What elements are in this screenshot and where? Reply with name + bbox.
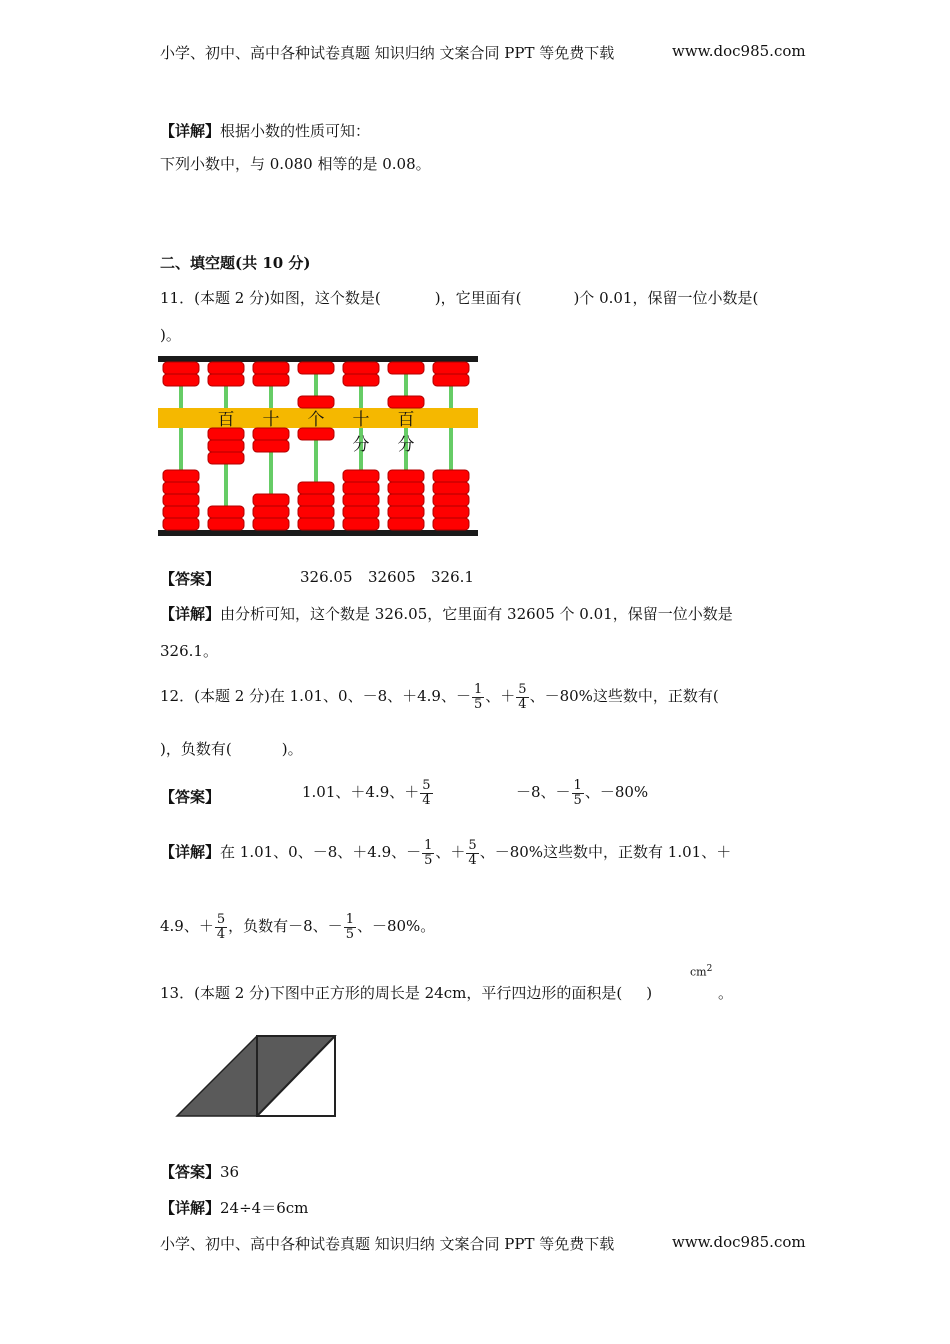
q12-answer-negative — [516, 770, 648, 814]
q12-stem-c: 、－80%这些数中，正数有( — [529, 687, 719, 705]
q12-stem-line2-a: )，负数有( — [160, 740, 232, 758]
detail-text-d: 4.9、＋ — [160, 917, 214, 935]
abacus-lower-bead — [163, 482, 199, 494]
frac-num: 1 — [424, 837, 433, 853]
frac-num: 5 — [422, 777, 431, 793]
abacus-lower-bead — [433, 482, 469, 494]
abacus-top-frame — [158, 356, 478, 362]
abacus-lower-bead — [343, 470, 379, 482]
abacus-lower-bead — [343, 482, 379, 494]
q11-answer-3: 326.1 — [431, 568, 474, 586]
q11-stem-b: )，它里面有( — [434, 289, 522, 307]
q13-stem — [160, 982, 652, 1003]
detail-text: 24÷4＝6cm — [220, 1199, 309, 1217]
abacus-upper-bead — [208, 374, 244, 386]
abacus-lower-bead — [388, 518, 424, 530]
abacus-lower-bead — [163, 506, 199, 518]
q12-detail — [160, 830, 731, 874]
abacus-upper-bead — [253, 374, 289, 386]
abacus-lower-bead — [253, 506, 289, 518]
fraction-five-fourths — [516, 683, 528, 711]
frac-den: 4 — [518, 696, 527, 712]
q13-unit — [690, 964, 712, 979]
q10-detail-line2: 下列小数中，与 0.080 相等的是 0.08。 — [160, 155, 431, 173]
detail-label: 【详解】 — [160, 122, 221, 140]
fraction-one-fifth — [422, 839, 434, 867]
fraction-one-fifth — [344, 913, 356, 941]
abacus-lower-bead — [433, 494, 469, 506]
answer-label: 【答案】 — [160, 788, 221, 806]
frac-den: 4 — [216, 926, 226, 942]
detail-text-a: 在 1.01、0、－8、＋4.9、－ — [220, 843, 422, 861]
abacus-lower-bead — [388, 482, 424, 494]
abacus-upper-bead — [298, 362, 334, 374]
footer-text: 小学、初中、高中各种试卷真题 知识归纳 文案合同 PPT 等免费下载 — [160, 1235, 615, 1253]
abacus-upper-bead — [388, 396, 424, 408]
q12-answer-label — [160, 786, 220, 807]
fraction-five-fourths — [420, 779, 432, 807]
detail-text-c: 、－80%这些数中，正数有 1.01、＋ — [479, 843, 732, 861]
abacus-upper-bead — [433, 374, 469, 386]
abacus-lower-bead — [208, 452, 244, 464]
abacus-figure — [158, 356, 478, 538]
header-url[interactable]: www.doc985.com — [672, 42, 806, 60]
abacus-lower-bead — [388, 494, 424, 506]
q13-answer — [160, 1161, 239, 1182]
frac-num: 5 — [468, 837, 477, 853]
q11-detail-line2: 326.1。 — [160, 642, 218, 660]
abacus-place-label: 百 — [217, 410, 235, 430]
answer-label: 【答案】 — [160, 1163, 221, 1181]
abacus-lower-bead — [163, 470, 199, 482]
q12-answer-positive — [302, 770, 434, 814]
frac-den: 4 — [422, 792, 431, 808]
q12-stem-line2 — [160, 738, 303, 759]
frac-num: 5 — [216, 911, 226, 927]
q12-stem-a: 12．(本题 2 分)在 1.01、0、－8、＋4.9、－ — [160, 687, 471, 705]
q11-answer-1: 326.05 — [300, 568, 353, 586]
fraction-five-fourths — [466, 839, 478, 867]
abacus-lower-bead — [343, 518, 379, 530]
q13-stem-text: 13．(本题 2 分)下图中正方形的周长是 24cm，平行四边形的面积是( — [160, 984, 623, 1002]
frac-den: 5 — [473, 696, 483, 712]
q11-stem-c: )个 0.01，保留一位小数是( — [573, 289, 759, 307]
answer-neg-text: －8、－ — [516, 783, 571, 801]
q12-stem-b: 、＋ — [485, 687, 516, 705]
abacus-lower-bead — [208, 518, 244, 530]
abacus-upper-bead — [163, 362, 199, 374]
q12-detail-line2 — [160, 904, 435, 948]
q11-stem-end: )。 — [160, 326, 181, 344]
frac-den: 5 — [573, 792, 582, 808]
abacus-lower-bead — [298, 506, 334, 518]
abacus-lower-bead — [208, 440, 244, 452]
q13-stem-end: ) — [646, 984, 653, 1002]
unit-cm: cm — [690, 965, 707, 979]
fraction-five-fourths — [215, 913, 227, 941]
answer-pos-text: 1.01、＋4.9、＋ — [302, 783, 420, 801]
abacus-bottom-frame — [158, 530, 478, 536]
abacus-lower-bead — [343, 494, 379, 506]
detail-text-f: 、－80%。 — [356, 917, 436, 935]
q10-detail — [160, 120, 370, 141]
answer-neg-text-b: 、－80% — [584, 783, 649, 801]
abacus-place-label: 个 — [307, 410, 325, 430]
answer-value: 36 — [220, 1163, 240, 1181]
abacus-lower-bead — [298, 482, 334, 494]
abacus-lower-bead — [433, 470, 469, 482]
abacus-lower-bead — [298, 518, 334, 530]
parallelogram-figure — [170, 1030, 342, 1122]
abacus-upper-bead — [433, 362, 469, 374]
q11-detail — [160, 603, 733, 624]
abacus-lower-bead — [298, 494, 334, 506]
abacus-upper-bead — [163, 374, 199, 386]
frac-num: 5 — [518, 681, 527, 697]
abacus-lower-bead — [253, 518, 289, 530]
q13-stem-tail: 。 — [718, 984, 734, 1002]
abacus-lower-bead — [253, 494, 289, 506]
section-title: 二、填空题(共 10 分) — [160, 254, 311, 272]
fraction-one-fifth — [472, 683, 484, 711]
abacus-place-label-2: 分 — [352, 435, 370, 455]
abacus-lower-bead — [163, 494, 199, 506]
abacus-lower-bead — [388, 470, 424, 482]
detail-text: 根据小数的性质可知： — [220, 122, 371, 140]
abacus-place-label: 百 — [397, 410, 415, 430]
abacus-upper-bead — [253, 362, 289, 374]
abacus-lower-bead — [433, 506, 469, 518]
fraction-one-fifth — [572, 779, 584, 807]
frac-num: 1 — [573, 777, 582, 793]
frac-den: 5 — [424, 852, 433, 868]
abacus-upper-bead — [343, 374, 379, 386]
frac-num: 1 — [345, 911, 354, 927]
abacus-lower-bead — [433, 518, 469, 530]
q12-stem-line2-b: )。 — [281, 740, 303, 758]
q11-answer-2: 32605 — [368, 568, 416, 586]
frac-den: 4 — [468, 852, 477, 868]
detail-label: 【详解】 — [160, 1199, 221, 1217]
abacus-place-label: 十 — [262, 410, 280, 430]
abacus-upper-bead — [388, 362, 424, 374]
detail-text-e: ，负数有－8、－ — [228, 917, 343, 935]
abacus-lower-bead — [343, 506, 379, 518]
abacus-lower-bead — [388, 506, 424, 518]
unit-exponent: 2 — [706, 964, 713, 974]
detail-label: 【详解】 — [160, 843, 221, 861]
q11-stem — [160, 287, 758, 308]
q12-stem — [160, 674, 719, 718]
q13-detail — [160, 1197, 308, 1218]
detail-text-b: 、＋ — [435, 843, 466, 861]
abacus-lower-bead — [208, 506, 244, 518]
frac-num: 1 — [473, 681, 483, 697]
abacus-lower-bead — [253, 440, 289, 452]
footer-url[interactable]: www.doc985.com — [672, 1233, 806, 1251]
abacus-lower-bead — [163, 518, 199, 530]
abacus-upper-bead — [208, 362, 244, 374]
abacus-upper-bead — [343, 362, 379, 374]
detail-text: 由分析可知，这个数是 326.05，它里面有 32605 个 0.01，保留一位小数是 — [220, 605, 733, 623]
abacus-place-label-2: 分 — [397, 435, 415, 455]
q11-stem-a: 11．(本题 2 分)如图，这个数是( — [160, 289, 381, 307]
frac-den: 5 — [345, 926, 354, 942]
abacus-upper-bead — [298, 396, 334, 408]
header-text: 小学、初中、高中各种试卷真题 知识归纳 文案合同 PPT 等免费下载 — [160, 44, 615, 62]
detail-label: 【详解】 — [160, 605, 221, 623]
abacus-place-label: 十 — [352, 410, 370, 430]
answer-label: 【答案】 — [160, 570, 221, 588]
q11-answer — [160, 568, 220, 589]
